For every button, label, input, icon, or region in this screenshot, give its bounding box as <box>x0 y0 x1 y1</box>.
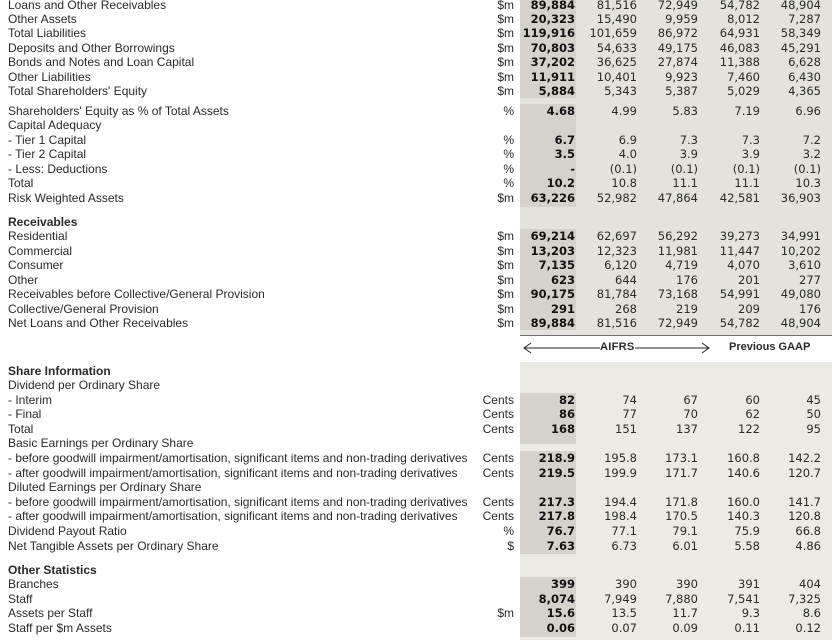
row-label: Dividend per Ordinary Share <box>8 378 161 392</box>
row-label: Receivables before Collective/General Provision <box>8 287 265 301</box>
row-unit: $m <box>497 316 514 330</box>
prior-year-value: 54,633 <box>596 41 637 55</box>
row-label: Diluted Earnings per Ordinary Share <box>8 480 202 494</box>
prior-year-value: 62,697 <box>596 229 637 243</box>
current-year-value: 119,916 <box>522 26 575 40</box>
table-row <box>0 302 832 316</box>
prior-year-value: 86,972 <box>657 26 698 40</box>
current-year-value: 219.5 <box>538 466 575 480</box>
prior-year-value: 58,349 <box>780 26 821 40</box>
table-row <box>0 229 832 243</box>
row-unit: $m <box>497 229 514 243</box>
table-row <box>0 393 832 407</box>
row-label: - after goodwill impairment/amortisation, significant items and non-trading derivatives <box>8 509 458 523</box>
table-row <box>0 316 832 330</box>
prior-year-value: 5,029 <box>727 84 760 98</box>
prior-year-value: 6.96 <box>795 104 821 118</box>
current-year-value: - <box>570 162 575 176</box>
row-unit: $m <box>497 0 514 12</box>
current-year-value: 82 <box>558 393 575 407</box>
row-unit: $m <box>497 244 514 258</box>
prior-year-value: 390 <box>676 577 698 591</box>
current-year-value: 291 <box>550 302 575 316</box>
row-label: Total <box>8 176 34 190</box>
prior-year-value: 644 <box>615 273 637 287</box>
prior-year-value: 4.99 <box>611 104 637 118</box>
row-unit: % <box>503 176 514 190</box>
prior-year-value: 10,202 <box>780 244 821 258</box>
table-row <box>0 378 832 392</box>
prior-year-value: 77.1 <box>611 524 637 538</box>
row-label: Shareholders' Equity as % of Total Assets <box>8 104 229 118</box>
prior-year-value: 9.3 <box>741 606 760 620</box>
prior-year-value: 8,012 <box>727 12 760 26</box>
prior-year-value: (0.1) <box>670 162 698 176</box>
prior-year-value: 54,991 <box>719 287 760 301</box>
table-row <box>0 104 832 118</box>
current-year-value: 4.68 <box>546 104 575 118</box>
prior-year-value: 60 <box>745 393 760 407</box>
prior-year-value: 4,719 <box>665 258 698 272</box>
prior-year-value: 48,904 <box>780 0 821 12</box>
prior-year-value: 9,923 <box>665 70 698 84</box>
current-year-value: 218.9 <box>538 451 575 465</box>
prior-year-value: 50 <box>806 407 821 421</box>
current-year-value: 0.06 <box>546 621 575 635</box>
prior-year-value: 160.0 <box>727 495 760 509</box>
current-year-value: 8,074 <box>538 592 575 606</box>
row-unit: $m <box>497 41 514 55</box>
prior-year-value: 6,120 <box>604 258 637 272</box>
row-label: Staff per $m Assets <box>8 621 112 635</box>
current-year-value: 70,803 <box>530 41 575 55</box>
table-row <box>0 606 832 620</box>
row-unit: $m <box>497 70 514 84</box>
row-label: Collective/General Provision <box>8 302 159 316</box>
current-year-value: 399 <box>550 577 575 591</box>
prior-year-value: 11.1 <box>734 176 760 190</box>
current-year-value: 217.8 <box>538 509 575 523</box>
table-row <box>0 592 832 606</box>
row-label: Total Shareholders' Equity <box>8 84 148 98</box>
row-unit: $m <box>497 191 514 205</box>
current-year-value: 11,911 <box>530 70 575 84</box>
prior-year-value: 6.73 <box>611 539 637 553</box>
current-year-value: 63,226 <box>530 191 575 205</box>
row-label: - after goodwill impairment/amortisation, significant items and non-trading derivatives <box>8 466 458 480</box>
prior-year-value: 199.9 <box>604 466 637 480</box>
prior-year-value: 39,273 <box>719 229 760 243</box>
row-label: - Tier 2 Capital <box>8 147 87 161</box>
prior-year-value: 73,168 <box>657 287 698 301</box>
row-label: Basic Earnings per Ordinary Share <box>8 436 194 450</box>
row-unit: Cents <box>482 407 514 421</box>
row-unit: $m <box>497 273 514 287</box>
prior-year-value: 5,343 <box>604 84 637 98</box>
prior-year-value: 27,874 <box>657 55 698 69</box>
prior-year-value: 49,080 <box>780 287 821 301</box>
table-row <box>0 407 832 421</box>
row-label: Branches <box>8 577 59 591</box>
current-year-value: 6.7 <box>554 133 575 147</box>
row-label: Other Liabilities <box>8 70 91 84</box>
prior-year-value: 171.7 <box>665 466 698 480</box>
prior-year-value: 8.6 <box>802 606 821 620</box>
current-year-value: 89,884 <box>530 316 575 330</box>
row-unit: $m <box>497 302 514 316</box>
table-row <box>0 176 832 190</box>
section-heading: Receivables <box>8 215 78 229</box>
current-year-value: 90,175 <box>530 287 575 301</box>
prior-year-value: 48,904 <box>780 316 821 330</box>
prior-year-value: 4,070 <box>727 258 760 272</box>
prior-year-value: 5.83 <box>672 104 698 118</box>
prior-year-value: 5,387 <box>665 84 698 98</box>
current-year-value: 69,214 <box>530 229 575 243</box>
table-row <box>0 55 832 69</box>
row-unit: % <box>503 104 514 118</box>
prior-year-value: 81,784 <box>596 287 637 301</box>
prior-year-value: 4.0 <box>618 147 637 161</box>
row-unit: % <box>503 147 514 161</box>
row-unit: $m <box>497 606 514 620</box>
current-year-value: 15.6 <box>546 606 575 620</box>
row-unit: % <box>503 133 514 147</box>
prior-year-value: 7,880 <box>665 592 698 606</box>
prior-year-value: 11,981 <box>657 244 698 258</box>
table-row <box>0 258 832 272</box>
section-heading-row <box>0 563 832 577</box>
current-year-value: 217.3 <box>538 495 575 509</box>
prior-year-value: 170.5 <box>665 509 698 523</box>
prior-year-value: 0.07 <box>611 621 637 635</box>
prior-year-value: 277 <box>799 273 821 287</box>
table-row <box>0 451 832 465</box>
prior-year-value: 120.8 <box>788 509 821 523</box>
left-arrow-icon <box>522 341 602 355</box>
table-row <box>0 191 832 205</box>
row-label: Dividend Payout Ratio <box>8 524 127 538</box>
section-divider <box>520 335 832 336</box>
prior-year-value: 45,291 <box>780 41 821 55</box>
prior-year-value: 137 <box>676 422 698 436</box>
prior-year-value: 6,430 <box>788 70 821 84</box>
prior-year-value: 7,325 <box>788 592 821 606</box>
prior-year-value: 7,949 <box>604 592 637 606</box>
row-label: Staff <box>8 592 33 606</box>
table-row <box>0 524 832 538</box>
prior-year-value: 81,516 <box>596 316 637 330</box>
row-unit: $m <box>497 287 514 301</box>
row-label: Total <box>8 422 34 436</box>
prior-year-value: 34,991 <box>780 229 821 243</box>
prior-year-value: 15,490 <box>596 12 637 26</box>
table-row <box>0 12 832 26</box>
prior-year-value: 56,292 <box>657 229 698 243</box>
prior-year-value: 198.4 <box>604 509 637 523</box>
prior-year-value: 54,782 <box>719 316 760 330</box>
prior-year-value: 142.2 <box>788 451 821 465</box>
prior-year-value: 201 <box>738 273 760 287</box>
prior-year-value: 194.4 <box>604 495 637 509</box>
prior-year-value: 173.1 <box>665 451 698 465</box>
prior-year-value: 7,541 <box>727 592 760 606</box>
prior-year-value: 77 <box>622 407 637 421</box>
current-year-value: 7.63 <box>546 539 575 553</box>
table-row <box>0 84 832 98</box>
prior-year-value: 13.5 <box>611 606 637 620</box>
current-year-value: 89,884 <box>530 0 575 12</box>
row-unit: $m <box>497 26 514 40</box>
table-row <box>0 26 832 40</box>
prior-year-value: 195.8 <box>604 451 637 465</box>
row-label: Bonds and Notes and Loan Capital <box>8 55 195 69</box>
prior-year-value: 10.8 <box>611 176 637 190</box>
prior-year-value: 74 <box>622 393 637 407</box>
table-row <box>0 621 832 635</box>
prior-year-value: 81,516 <box>596 0 637 12</box>
prior-year-value: 9,959 <box>665 12 698 26</box>
prior-year-value: 219 <box>676 302 698 316</box>
table-row <box>0 509 832 523</box>
prior-year-value: 0.11 <box>734 621 760 635</box>
current-year-value: 20,323 <box>530 12 575 26</box>
table-row <box>0 287 832 301</box>
table-row <box>0 466 832 480</box>
prior-year-value: 72,949 <box>657 316 698 330</box>
prior-year-value: 390 <box>615 577 637 591</box>
row-label: - Tier 1 Capital <box>8 133 87 147</box>
table-row <box>0 147 832 161</box>
prior-year-value: 0.12 <box>795 621 821 635</box>
section-heading-row <box>0 215 832 229</box>
row-label: - Less: Deductions <box>8 162 108 176</box>
table-row <box>0 244 832 258</box>
row-unit: Cents <box>482 495 514 509</box>
prior-year-value: 3.2 <box>802 147 821 161</box>
prior-year-value: 209 <box>738 302 760 316</box>
table-row <box>0 495 832 509</box>
prior-year-value: 160.8 <box>727 451 760 465</box>
prior-year-value: 0.09 <box>672 621 698 635</box>
current-year-value: 5,884 <box>538 84 575 98</box>
previous-gaap-header: Previous GAAP <box>729 341 811 353</box>
current-year-value: 7,135 <box>538 258 575 272</box>
section-heading: Share Information <box>8 364 111 378</box>
current-year-value: 13,203 <box>530 244 575 258</box>
prior-year-value: 12,323 <box>596 244 637 258</box>
prior-year-value: 36,903 <box>780 191 821 205</box>
table-row <box>0 0 832 12</box>
right-arrow-icon <box>633 341 713 355</box>
row-unit: Cents <box>482 422 514 436</box>
prior-year-value: 64,931 <box>719 26 760 40</box>
row-unit: $m <box>497 84 514 98</box>
table-row <box>0 133 832 147</box>
row-unit: $m <box>497 55 514 69</box>
prior-year-value: 7.2 <box>802 133 821 147</box>
prior-year-value: 49,175 <box>657 41 698 55</box>
prior-year-value: 6,628 <box>788 55 821 69</box>
prior-year-value: 7.3 <box>679 133 698 147</box>
prior-year-value: 140.3 <box>727 509 760 523</box>
prior-year-value: (0.1) <box>793 162 821 176</box>
prior-year-value: 7,460 <box>727 70 760 84</box>
prior-year-value: 66.8 <box>795 524 821 538</box>
row-label: Residential <box>8 229 68 243</box>
row-label: - Interim <box>8 393 53 407</box>
prior-year-value: 62 <box>745 407 760 421</box>
prior-year-value: 391 <box>738 577 760 591</box>
prior-year-value: 79.1 <box>672 524 698 538</box>
section-heading-row <box>0 364 832 378</box>
row-label: Deposits and Other Borrowings <box>8 41 175 55</box>
aifrs-header: AIFRS <box>600 341 635 353</box>
prior-year-value: 54,782 <box>719 0 760 12</box>
row-label: Other <box>8 273 39 287</box>
prior-year-value: 7.19 <box>734 104 760 118</box>
prior-year-value: 3.9 <box>679 147 698 161</box>
row-label: Net Loans and Other Receivables <box>8 316 189 330</box>
table-row <box>0 539 832 553</box>
prior-year-value: 6.9 <box>618 133 637 147</box>
prior-year-value: 52,982 <box>596 191 637 205</box>
current-year-value: 168 <box>550 422 575 436</box>
prior-year-value: 4,365 <box>788 84 821 98</box>
row-unit: $m <box>497 12 514 26</box>
prior-year-value: 7.3 <box>741 133 760 147</box>
table-row <box>0 162 832 176</box>
prior-year-value: 95 <box>806 422 821 436</box>
row-label: Risk Weighted Assets <box>8 191 124 205</box>
prior-year-value: 176 <box>676 273 698 287</box>
prior-year-value: 6.01 <box>672 539 698 553</box>
prior-year-value: 47,864 <box>657 191 698 205</box>
row-label: - before goodwill impairment/amortisation, significant items and non-trading derivatives <box>8 495 468 509</box>
row-label: Loans and Other Receivables <box>8 0 167 12</box>
row-label: Capital Adequacy <box>8 118 102 132</box>
prior-year-value: 3,610 <box>788 258 821 272</box>
prior-year-value: 4.86 <box>795 539 821 553</box>
row-label: Other Assets <box>8 12 77 26</box>
section-heading: Other Statistics <box>8 563 97 577</box>
current-year-value: 37,202 <box>530 55 575 69</box>
table-row <box>0 436 832 450</box>
row-label: Consumer <box>8 258 64 272</box>
table-row <box>0 273 832 287</box>
prior-year-value: 268 <box>615 302 637 316</box>
row-label: Assets per Staff <box>8 606 93 620</box>
prior-year-value: 70 <box>683 407 698 421</box>
prior-year-value: 404 <box>799 577 821 591</box>
prior-year-value: (0.1) <box>732 162 760 176</box>
table-row <box>0 41 832 55</box>
prior-year-value: 7,287 <box>788 12 821 26</box>
table-row <box>0 118 832 132</box>
row-unit: Cents <box>482 451 514 465</box>
prior-year-value: 10.3 <box>795 176 821 190</box>
row-label: Commercial <box>8 244 73 258</box>
prior-year-value: 5.58 <box>734 539 760 553</box>
prior-year-value: (0.1) <box>609 162 637 176</box>
row-label: - before goodwill impairment/amortisation, significant items and non-trading derivatives <box>8 451 468 465</box>
table-row <box>0 577 832 591</box>
prior-year-value: 11,447 <box>719 244 760 258</box>
prior-year-value: 45 <box>806 393 821 407</box>
current-year-value: 76.7 <box>546 524 575 538</box>
prior-year-value: 46,083 <box>719 41 760 55</box>
current-year-value: 3.5 <box>554 147 575 161</box>
prior-year-value: 67 <box>683 393 698 407</box>
row-unit: % <box>503 162 514 176</box>
row-label: - Final <box>8 407 42 421</box>
prior-year-value: 42,581 <box>719 191 760 205</box>
prior-year-value: 141.7 <box>788 495 821 509</box>
prior-year-value: 176 <box>799 302 821 316</box>
prior-year-value: 140.6 <box>727 466 760 480</box>
prior-year-value: 3.9 <box>741 147 760 161</box>
prior-year-value: 11,388 <box>719 55 760 69</box>
row-unit: Cents <box>482 393 514 407</box>
table-row <box>0 422 832 436</box>
row-unit: $m <box>497 258 514 272</box>
prior-year-value: 122 <box>738 422 760 436</box>
row-label: Total Liabilities <box>8 26 87 40</box>
current-year-value: 86 <box>558 407 575 421</box>
prior-year-value: 120.7 <box>788 466 821 480</box>
prior-year-value: 10,401 <box>596 70 637 84</box>
table-row <box>0 480 832 494</box>
prior-year-value: 36,625 <box>596 55 637 69</box>
row-unit: Cents <box>482 466 514 480</box>
prior-year-value: 171.8 <box>665 495 698 509</box>
row-unit: % <box>503 524 514 538</box>
current-year-value: 10.2 <box>546 176 575 190</box>
prior-year-value: 151 <box>615 422 637 436</box>
table-row <box>0 70 832 84</box>
current-year-value: 623 <box>550 273 575 287</box>
prior-year-value: 11.7 <box>672 606 698 620</box>
row-unit: $ <box>507 539 514 553</box>
row-unit: Cents <box>482 509 514 523</box>
row-label: Net Tangible Assets per Ordinary Share <box>8 539 219 553</box>
prior-year-value: 101,659 <box>589 26 637 40</box>
prior-year-value: 72,949 <box>657 0 698 12</box>
prior-year-value: 75.9 <box>734 524 760 538</box>
prior-year-value: 11.1 <box>672 176 698 190</box>
